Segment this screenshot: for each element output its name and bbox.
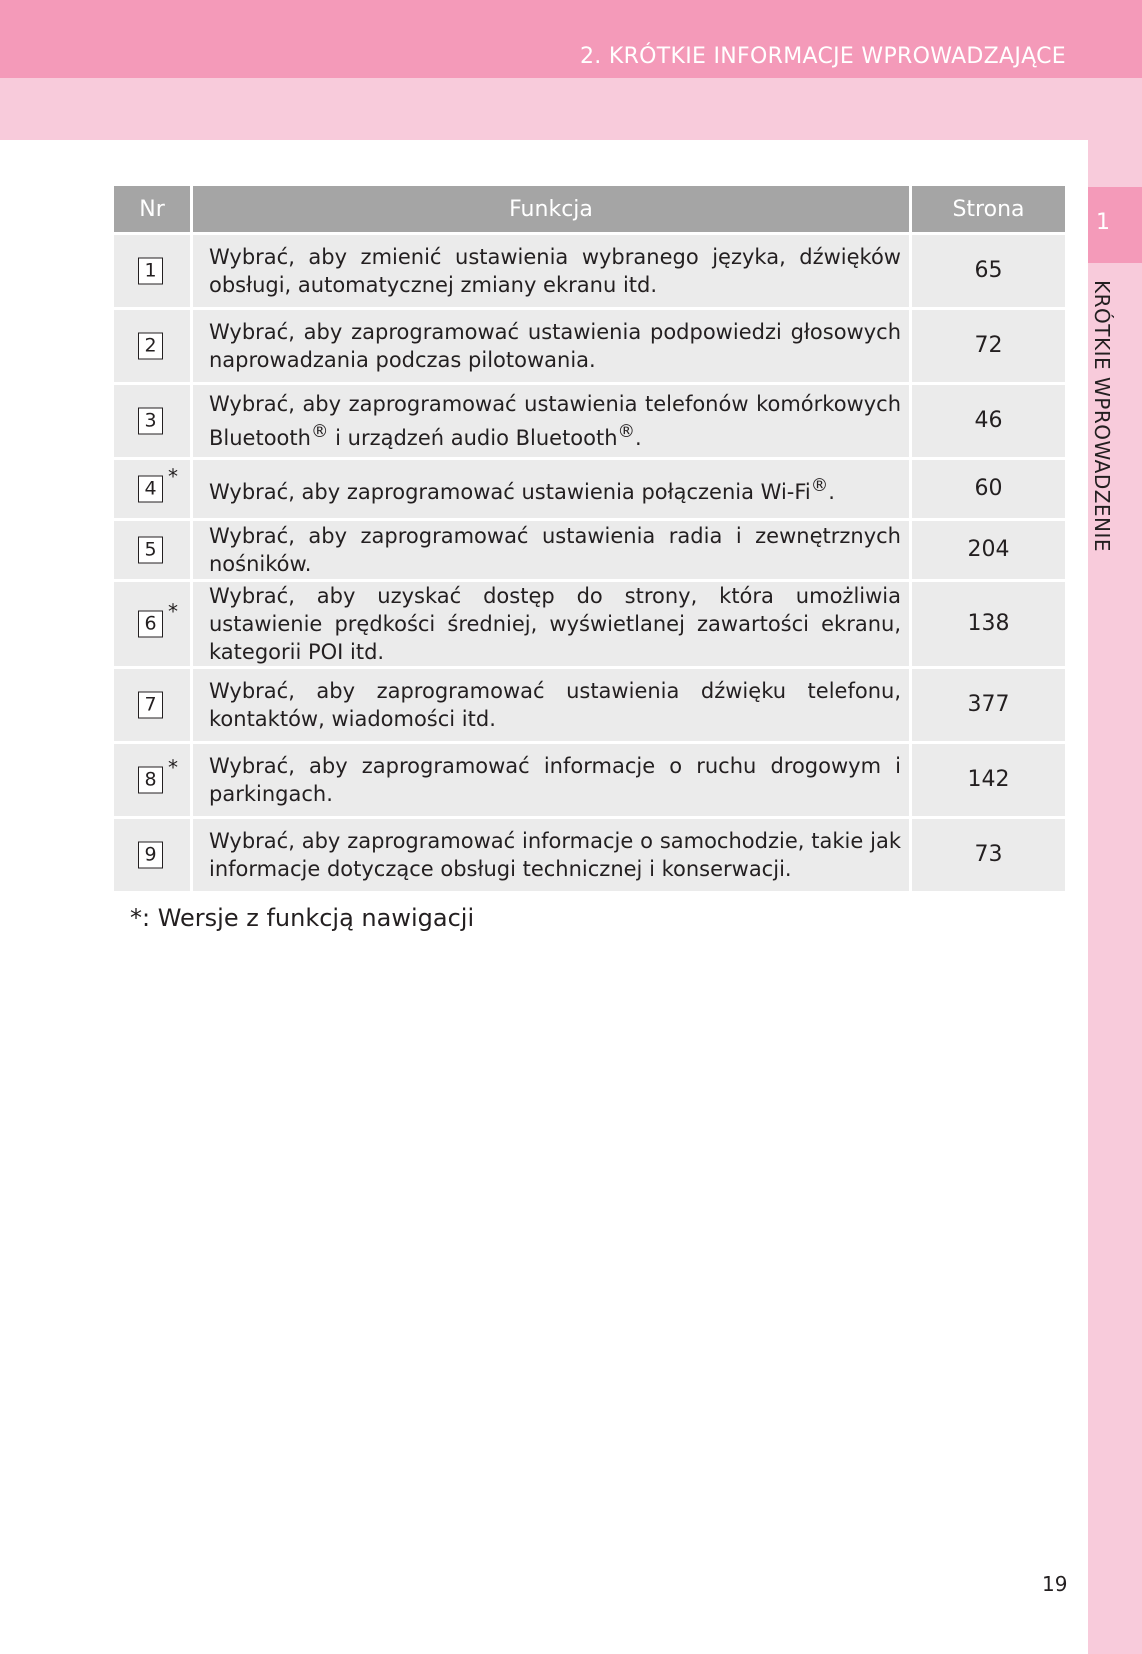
function-cell: Wybrać, aby uzyskać dostęp do strony, która umożliwia ustawienie prędkości średniej, wyświetlanej zawartości ekranu, kategorii POI itd. bbox=[190, 579, 909, 666]
function-text: . bbox=[635, 426, 642, 450]
nr-box: 6 bbox=[138, 611, 163, 638]
table-row bbox=[114, 518, 1065, 579]
nr-cell bbox=[114, 666, 190, 741]
nr-box: 4 bbox=[138, 476, 163, 503]
table-row bbox=[114, 741, 1065, 816]
function-text: Wybrać, aby zaprogramować ustawienia telefonów komórkowych Bluetooth bbox=[209, 392, 901, 450]
nr-box: 1 bbox=[138, 258, 163, 285]
page-cell: 138 bbox=[909, 579, 1065, 666]
table-header-row bbox=[114, 186, 1065, 232]
table-row bbox=[114, 666, 1065, 741]
nr-cell bbox=[114, 307, 190, 382]
header-band bbox=[0, 0, 1142, 78]
registered-mark: ® bbox=[617, 422, 636, 442]
table-row bbox=[114, 579, 1065, 666]
nr-box: 5 bbox=[138, 537, 163, 564]
function-text: i urządzeń audio Bluetooth bbox=[328, 426, 618, 450]
footnote: *: Wersje z funkcją nawigacji bbox=[130, 904, 475, 932]
navigation-asterisk: * bbox=[168, 464, 178, 489]
nr-box: 3 bbox=[138, 408, 163, 435]
nr-box: 9 bbox=[138, 842, 163, 869]
function-text: Wybrać, aby zaprogramować ustawienia połączenia Wi-Fi bbox=[209, 480, 811, 504]
function-cell: Wybrać, aby zaprogramować informacje o ruchu drogowym i parkingach. bbox=[190, 741, 909, 816]
nr-box: 7 bbox=[138, 692, 163, 719]
nr-cell bbox=[114, 518, 190, 579]
page-cell: 377 bbox=[909, 666, 1065, 741]
chapter-label: KRÓTKIE WPROWADZENIE bbox=[1090, 280, 1114, 553]
function-cell: Wybrać, aby zaprogramować ustawienia podpowiedzi głosowych naprowadzania podczas pilotowania. bbox=[190, 307, 909, 382]
nr-cell bbox=[114, 457, 190, 518]
page-cell: 72 bbox=[909, 307, 1065, 382]
nr-cell bbox=[114, 232, 190, 307]
nr-cell bbox=[114, 579, 190, 666]
settings-table bbox=[114, 186, 1065, 891]
registered-mark: ® bbox=[310, 422, 329, 442]
table-row bbox=[114, 382, 1065, 457]
page-cell: 73 bbox=[909, 816, 1065, 891]
table-row bbox=[114, 307, 1065, 382]
page-cell: 142 bbox=[909, 741, 1065, 816]
nr-cell bbox=[114, 741, 190, 816]
page-cell: 204 bbox=[909, 518, 1065, 579]
function-cell: Wybrać, aby zmienić ustawienia wybranego języka, dźwięków obsługi, automatycznej zmiany ekranu itd. bbox=[190, 232, 909, 307]
function-text: . bbox=[828, 480, 835, 504]
navigation-asterisk: * bbox=[168, 755, 178, 780]
function-cell: Wybrać, aby zaprogramować ustawienia dźwięku telefonu, kontaktów, wiadomości itd. bbox=[190, 666, 909, 741]
header-nr: Nr bbox=[114, 186, 190, 232]
function-cell bbox=[190, 457, 909, 518]
page-cell: 65 bbox=[909, 232, 1065, 307]
page-number: 19 bbox=[1042, 1572, 1068, 1596]
function-cell: Wybrać, aby zaprogramować informacje o samochodzie, takie jak informacje dotyczące obsługi technicznej i konserwacji. bbox=[190, 816, 909, 891]
nr-box: 8 bbox=[138, 767, 163, 794]
navigation-asterisk: * bbox=[168, 599, 178, 624]
nr-cell bbox=[114, 816, 190, 891]
registered-mark: ® bbox=[810, 476, 829, 496]
table-row bbox=[114, 232, 1065, 307]
table-row bbox=[114, 816, 1065, 891]
page-cell: 60 bbox=[909, 457, 1065, 518]
header-subband bbox=[0, 78, 1142, 140]
page-cell: 46 bbox=[909, 382, 1065, 457]
header-page: Strona bbox=[909, 186, 1065, 232]
header-function: Funkcja bbox=[190, 186, 909, 232]
chapter-number: 1 bbox=[1096, 210, 1110, 235]
nr-cell bbox=[114, 382, 190, 457]
section-title: 2. KRÓTKIE INFORMACJE WPROWADZAJĄCE bbox=[579, 44, 1066, 69]
nr-box: 2 bbox=[138, 333, 163, 360]
function-cell bbox=[190, 382, 909, 457]
function-cell: Wybrać, aby zaprogramować ustawienia radia i zewnętrznych nośników. bbox=[190, 518, 909, 579]
table-row bbox=[114, 457, 1065, 518]
